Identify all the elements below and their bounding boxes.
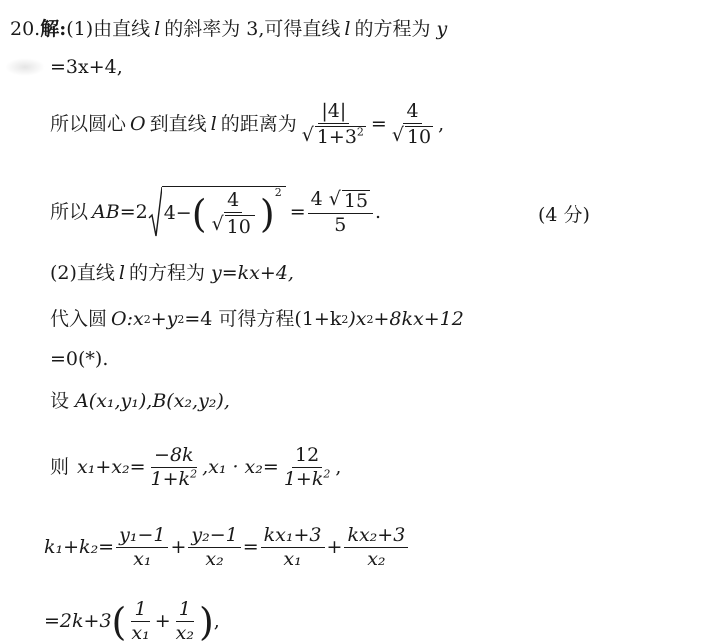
radical-sign-icon — [148, 186, 162, 238]
line-equation: =3x+4, — [50, 56, 123, 78]
product-fraction: $\frac{12}{1+k^2}$ — [283, 444, 331, 490]
distance-fraction-2: 4 √ 10 — [391, 100, 432, 148]
final-expression-line: =2k+3 ( $\frac{1}{\text{x₁}}$ + $\frac{1}{\text{x₂}}$ ) , — [44, 598, 220, 644]
part1-intro: (1)由直线 — [66, 18, 151, 40]
substitution-line: 代入圆 O:x 2 +y 2 =4 可得方程(1+k 2 )x 2 +8kx+12 — [50, 308, 464, 330]
let-points-line: 设 A(x₁,y₁),B(x₂,y₂), — [50, 390, 230, 412]
ab-line: 所以 AB =2 4− ( 4 √ 10 ) 2 = 4 √ 15 5 . — [50, 186, 382, 238]
slope-fraction-4: $\frac{\text{kx₂+3}}{\text{x₂}}$ — [344, 526, 408, 569]
score-label: (4 分) — [538, 204, 590, 226]
vieta-line: 则 x₁+x₂= $\frac{-8k}{1+k^2}$ ,x₁ · x₂= $\frac{12}{1+k^2}$ , — [50, 444, 342, 490]
solution-label: 解 — [40, 18, 60, 40]
sum-fraction: $\frac{-8k}{1+k^2}$ — [150, 444, 198, 490]
slope-sum-line: k₁+k₂= $\frac{\text{y₁−1}}{\text{x₁}}$ + $\frac{\text{y₂−1}}{\text{x₂}}$ = $\frac{\text{kx₁+3}}{\text{x₁}}$ + $\frac{\text{kx₂+3}}{\text{x₂}}$ — [44, 526, 410, 569]
problem-number: 20. — [10, 18, 41, 40]
slope-fraction-3: $\frac{\text{kx₁+3}}{\text{x₁}}$ — [261, 526, 325, 569]
distance-fraction-1: |4| √ $1+3^2$ — [301, 100, 364, 148]
ab-result-fraction: 4 √ 15 5 — [308, 190, 373, 235]
part1-line1: 20. 解 : (1)由直线 l 的斜率为 3,可得直线 l 的方程为 y — [10, 18, 448, 40]
part1-line-eq — [50, 58, 123, 77]
recip-fraction-2: $\frac{1}{\text{x₂}}$ — [175, 598, 194, 644]
distance-line: 所以圆心 O 到直线 l 的距离为 |4| √ $1+3^2$ = 4 √ 10 , — [50, 100, 445, 148]
slope-fraction-1: $\frac{\text{y₁−1}}{\text{x₁}}$ — [116, 526, 168, 569]
recip-fraction-1: $\frac{1}{\text{x₁}}$ — [131, 598, 150, 644]
scan-smudge — [5, 58, 45, 76]
part2-line1: (2)直线 l 的方程为 y=kx+4, — [50, 262, 294, 284]
ab-radical: 4− ( 4 √ 10 ) 2 — [148, 186, 286, 238]
equation-star-line: =0(*). — [50, 348, 109, 370]
slope-fraction-2: $\frac{\text{y₂−1}}{\text{x₂}}$ — [188, 526, 240, 569]
